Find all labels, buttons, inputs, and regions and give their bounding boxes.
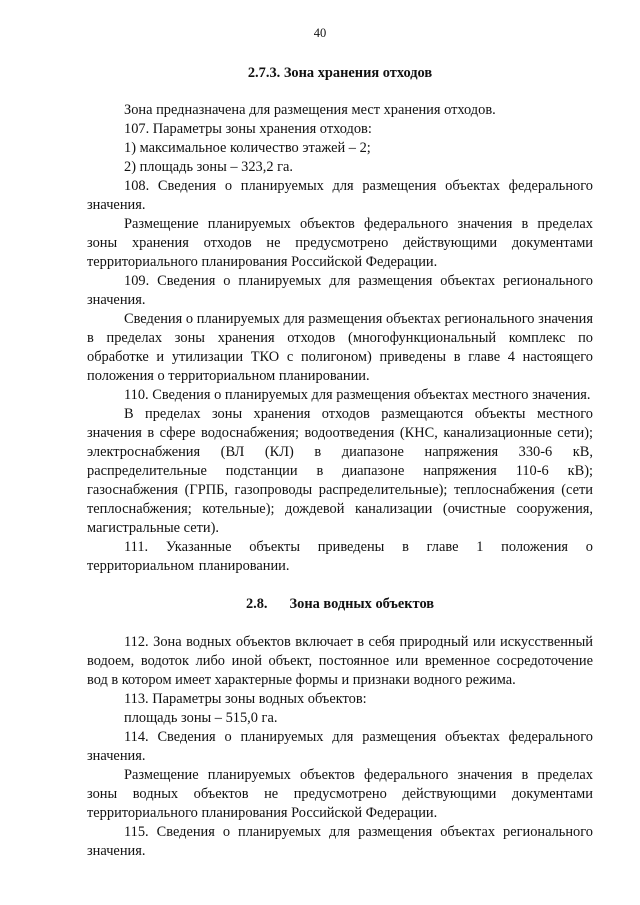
paragraph: 108. Сведения о планируемых для размещения объектах федерального значения. (87, 178, 593, 213)
paragraph: Зона предназначена для размещения мест хранения отходов. (124, 102, 496, 118)
paragraph: 109. Сведения о планируемых для размещения объектах регионального значения. (87, 273, 593, 308)
paragraph: Размещение планируемых объектов федерального значения в пределах зоны водных объектов не предусмотрено действующими документами территориального планирования Российской Федерации. (87, 767, 593, 821)
paragraph: 110. Сведения о планируемых для размещения объектах местного значения. (124, 387, 591, 403)
paragraph: Сведения о планируемых для размещения объектах регионального значения в пределах зоны хранения отходов (многофункциональный комплекс по обработке и утилизации ТКО с полигоном) приведены в главе 4 настоящего положения о территориальном планировании. (87, 311, 593, 384)
paragraph: 113. Параметры зоны водных объектов: (124, 691, 367, 707)
paragraph: 115. Сведения о планируемых для размещения объектах регионального значения. (87, 824, 593, 859)
section-heading-water-bodies (87, 595, 593, 614)
page-number: 40 (313, 26, 327, 40)
section-number: 2.8. (245, 596, 268, 612)
paragraph: 107. Параметры зоны хранения отходов: (124, 121, 372, 137)
list-item: 1) максимальное количество этажей – 2; (124, 140, 371, 156)
list-item: площадь зоны – 515,0 га. (124, 710, 278, 726)
list-item: 2) площадь зоны – 323,2 га. (124, 159, 294, 175)
paragraph: Размещение планируемых объектов федерального значения в пределах зоны хранения отходов не предусмотрено действующими документами территориального планирования Российской Федерации. (87, 216, 593, 270)
section-heading-waste-storage: 2.7.3. Зона хранения отходов (247, 65, 433, 81)
section-title: Зона водных объектов (289, 596, 435, 612)
paragraph: 111. Указанные объекты приведены в главе 1 положения о территориальном планировании. (87, 539, 593, 574)
paragraph: В пределах зоны хранения отходов размещаются объекты местного значения в сфере водоснабжения; водоотведения (КНС, канализационные сети); электроснабжения (ВЛ (КЛ) в диапазоне напряжения 330-6 кВ, распределительные подстанции в диапазоне напряжения 110-6 кВ); газоснабжения (ГРПБ, газопроводы распределительные); теплоснабжения (сети теплоснабжения; котельные); дождевой канализации (очистные сооружения, магистральные сети). (87, 406, 593, 536)
paragraph: 112. Зона водных объектов включает в себя природный или искусственный водоем, водоток либо иной объект, постоянное или временное сосредоточение вод в котором имеет характерные формы и признаки водного режима. (87, 634, 593, 688)
document-body (87, 64, 593, 861)
paragraph: 114. Сведения о планируемых для размещения объектах федерального значения. (87, 729, 593, 764)
